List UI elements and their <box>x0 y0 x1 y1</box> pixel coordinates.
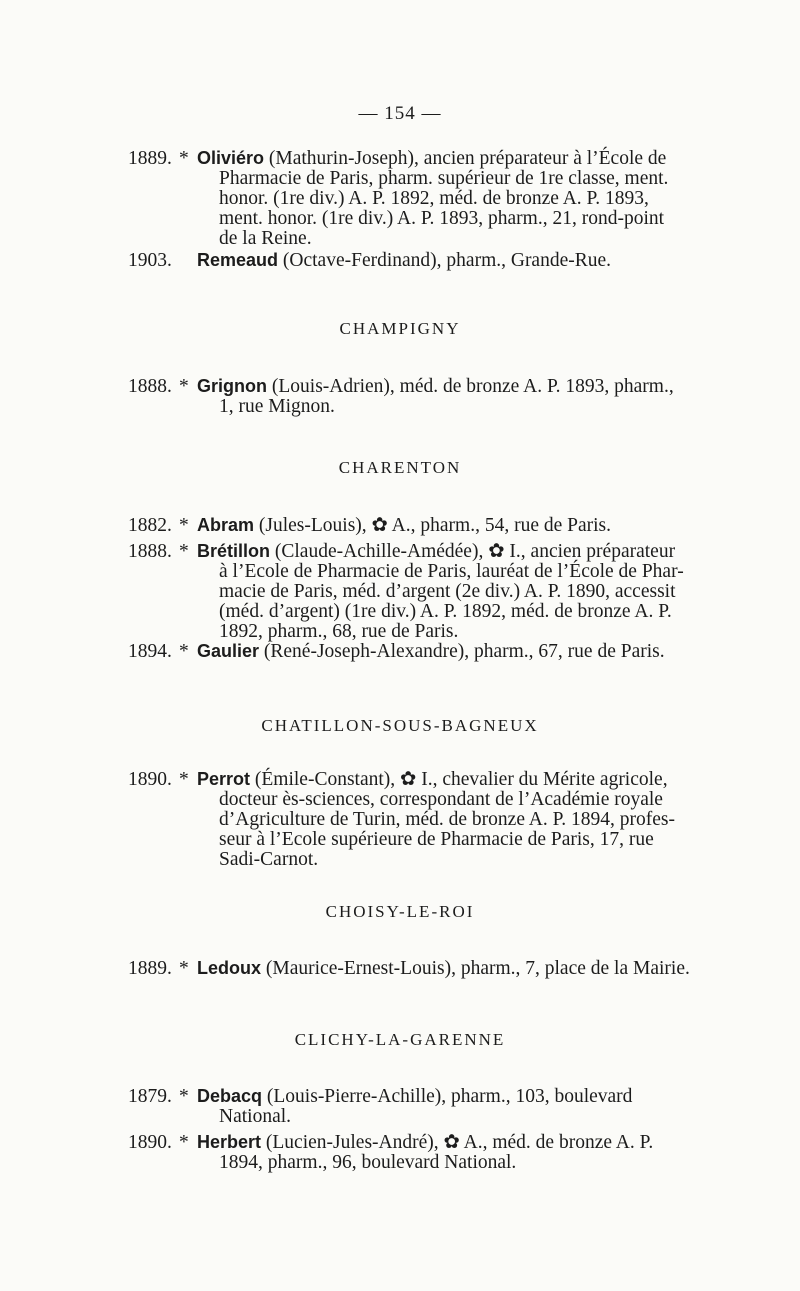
entry-year: 1888. <box>128 376 172 397</box>
entry-text: (Maurice-Ernest-Louis), pharm., 7, place de la Mairie. <box>261 958 690 979</box>
entry-text: (René-Joseph-Alexandre), pharm., 67, rue de Paris. <box>259 641 665 662</box>
entry-text: (Lucien-Jules-André), ✿ A., méd. de bronze A. P. <box>261 1132 654 1153</box>
section-heading-text: CHARENTON <box>338 458 462 477</box>
entry-continuation: ment. honor. (1re div.) A. P. 1893, pharm., 21, rond-point <box>219 208 665 229</box>
entry <box>128 1132 700 1173</box>
entry-name: Herbert <box>197 1132 262 1152</box>
entry-star: * <box>179 376 189 397</box>
entry <box>128 250 700 271</box>
entry-star: * <box>179 958 189 979</box>
entry-continuation: (méd. d’argent) (1re div.) A. P. 1892, méd. de bronze A. P. <box>219 601 672 622</box>
entry-continuation: seur à l’Ecole supérieure de Pharmacie de Paris, 17, rue <box>219 829 654 850</box>
section-heading <box>0 902 800 922</box>
entry-text: (Louis-Pierre-Achille), pharm., 103, boulevard <box>262 1086 633 1107</box>
entry <box>128 769 700 870</box>
entry-star: * <box>179 641 189 662</box>
entry-year: 1889. <box>128 148 172 169</box>
entry-text: (Octave-Ferdinand), pharm., Grande-Rue. <box>278 250 612 271</box>
entry-continuation: Sadi-Carnot. <box>219 849 319 870</box>
section-heading-text: CLICHY-LA-GARENNE <box>294 1030 506 1049</box>
entry-name: Brétillon <box>197 541 271 561</box>
entry-text: (Jules-Louis), ✿ A., pharm., 54, rue de Paris. <box>254 515 612 536</box>
entry-name: Grignon <box>197 376 267 396</box>
entry-text: (Louis-Adrien), méd. de bronze A. P. 1893, pharm., <box>267 376 674 397</box>
entry <box>128 641 700 662</box>
entry-year: 1890. <box>128 769 172 790</box>
entry-star: * <box>179 515 189 536</box>
entry-continuation: d’Agriculture de Turin, méd. de bronze A. P. 1894, profes- <box>219 809 676 830</box>
entry-text: (Émile-Constant), ✿ I., chevalier du Mérite agricole, <box>250 769 668 790</box>
entry-continuation: de la Reine. <box>219 228 312 249</box>
entry-name: Ledoux <box>197 958 262 978</box>
entry-year: 1888. <box>128 541 172 562</box>
entry <box>128 376 700 417</box>
entry-year: 1879. <box>128 1086 172 1107</box>
entry <box>128 148 700 249</box>
entry-continuation: macie de Paris, méd. d’argent (2e div.) A. P. 1890, accessit <box>219 581 676 602</box>
section-heading-text: CHAMPIGNY <box>339 319 461 338</box>
entry-continuation: National. <box>219 1106 292 1127</box>
entry-name: Abram <box>197 515 255 535</box>
section-heading-text: CHOISY-LE-ROI <box>325 902 475 921</box>
entry-name: Remeaud <box>197 250 279 270</box>
entry-continuation: 1892, pharm., 68, rue de Paris. <box>219 621 459 642</box>
entry-star: * <box>179 1086 189 1107</box>
entry <box>128 1086 700 1127</box>
entry-name: Oliviéro <box>197 148 265 168</box>
entry-continuation: Pharmacie de Paris, pharm. supérieur de 1re classe, ment. <box>219 168 669 189</box>
entry-continuation: 1894, pharm., 96, boulevard National. <box>219 1152 517 1173</box>
entry-text: (Claude-Achille-Amédée), ✿ I., ancien préparateur <box>270 541 676 562</box>
entry-year: 1890. <box>128 1132 172 1153</box>
section-heading <box>0 716 800 736</box>
entry <box>128 541 700 642</box>
entry-year: 1894. <box>128 641 172 662</box>
entry-name: Perrot <box>197 769 251 789</box>
section-heading <box>0 1030 800 1050</box>
entry-star: * <box>179 148 189 169</box>
section-heading <box>0 458 800 478</box>
entry-year: 1882. <box>128 515 172 536</box>
entry-year: 1903. <box>128 250 172 271</box>
entry-continuation: à l’Ecole de Pharmacie de Paris, lauréat de l’École de Phar- <box>219 561 684 582</box>
entry-year: 1889. <box>128 958 172 979</box>
section-heading-text: CHATILLON-SOUS-BAGNEUX <box>261 716 539 735</box>
section-heading <box>0 319 800 339</box>
page-number: — 154 — <box>358 103 442 124</box>
entry <box>128 958 700 979</box>
entry-continuation: docteur ès-sciences, correspondant de l’Académie royale <box>219 789 663 810</box>
entry-star: * <box>179 769 189 790</box>
entry-continuation: 1, rue Mignon. <box>219 396 335 417</box>
entry-text: (Mathurin-Joseph), ancien préparateur à l’École de <box>264 148 667 169</box>
entry-name: Debacq <box>197 1086 263 1106</box>
entry <box>128 515 700 536</box>
entry-continuation: honor. (1re div.) A. P. 1892, méd. de bronze A. P. 1893, <box>219 188 649 209</box>
entry-star: * <box>179 541 189 562</box>
entry-star: * <box>179 1132 189 1153</box>
entry-name: Gaulier <box>197 641 260 661</box>
